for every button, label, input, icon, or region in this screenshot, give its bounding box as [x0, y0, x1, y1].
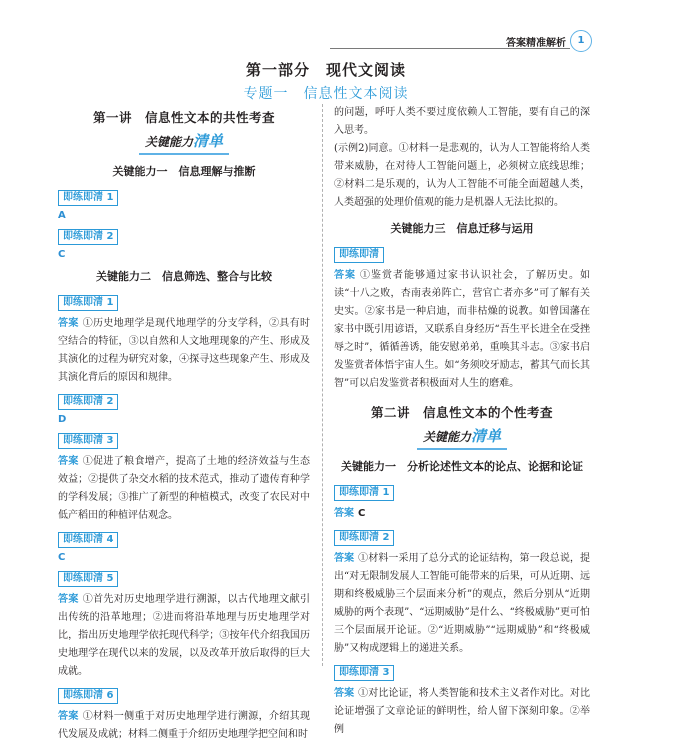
practice-tag: 即练即清 6 [58, 688, 118, 704]
practice-tag: 即练即清 5 [58, 571, 118, 587]
answer-letter: C [58, 552, 66, 563]
practice-tag: 即练即清 2 [58, 229, 118, 245]
key-ability-banner [417, 425, 507, 450]
ability-heading: 关键能力二 信息筛选、整合与比较 [96, 270, 272, 283]
answer-label: 答案 [334, 508, 354, 519]
kc-suffix: 清单 [471, 427, 502, 445]
example-paragraph: (示例2)同意。①材料一是悲观的，认为人工智能将给人类带来威胁，在对待人工智能问题上，必须树立底线思维；②材料二是乐观的，认为人工智能不可能全面超越人类，人类超强的处理价值观的能力是机器人无法比拟的。 [334, 143, 590, 208]
answer-paragraph [58, 591, 310, 681]
practice-tag: 即练即清 1 [334, 485, 394, 501]
answer-text: ①材料一采用了总分式的论证结构，第一段总说，提出“对无限制发展人工智能可能带来的后果，可从近期、远期和终极威胁三个层面来分析”的观点，然后分别从“近期威胁的两个表现”、“远期威胁”是什么、“终极威胁”更可怕三个层面展开论证。②“近期威胁”“远期威胁”和“终极威胁”又构成逻辑上的递进关系。 [334, 553, 591, 654]
ability-heading: 关键能力一 分析论述性文本的论点、论据和论证 [341, 460, 583, 473]
practice-tag: 即练即清 1 [58, 295, 118, 311]
answer-text: ①促进了粮食增产，提高了土地的经济效益与生态效益；②提供了杂交水稻的技术范式，推动了遗传育种学的学科发展；③推广了新型的种植模式，改变了农民对中低产稻田的种植评估观念。 [58, 456, 311, 521]
answer-text: ①首先对历史地理学进行溯源，以古代地理文献引出传统的沿革地理；②进而将沿革地理与历史地理学对比，指出历史地理学依托现代科学；③按年代介绍我国历史地理学在现代以来的发展，以及改革开放后取得的巨大成就。 [58, 594, 311, 677]
practice-tag: 即练即清 4 [58, 532, 118, 548]
answer-label: 答案 [334, 688, 355, 699]
answer-label: 答案 [334, 270, 356, 281]
column-divider [322, 104, 323, 666]
answer-paragraph [334, 685, 590, 739]
key-ability-list-heading [58, 130, 310, 155]
answer-label: 答案 [58, 711, 79, 722]
header-label: 答案精准解析 [506, 38, 566, 49]
answer-label: 答案 [334, 553, 355, 564]
kc-prefix: 关键能力 [144, 135, 193, 149]
answer-label: 答案 [58, 318, 79, 329]
left-column [58, 104, 310, 746]
practice-tag: 即练即清 [334, 247, 384, 263]
key-ability-list-heading [334, 425, 590, 450]
answer-letter: D [58, 414, 67, 425]
key-ability-banner [139, 130, 229, 155]
practice-tag: 即练即清 2 [334, 530, 394, 546]
lecture-title: 第二讲 信息性文本的个性考查 [370, 405, 553, 420]
answer-paragraph [334, 267, 590, 393]
practice-tag: 即练即清 1 [58, 190, 118, 206]
continued-paragraph: 的问题，呼吁人类不要过度依赖人工智能，要有自己的深入思考。 [334, 107, 590, 136]
answer-letter: C [358, 508, 366, 519]
answer-letter: A [58, 210, 66, 221]
lecture-title: 第一讲 信息性文本的共性考查 [92, 110, 275, 125]
answer-paragraph [334, 505, 590, 523]
answer-paragraph [58, 708, 310, 744]
answer-text: ①材料一侧重于对历史地理学进行溯源，介绍其现代发展及成就；材料二侧重于介绍历史地理学把空间和时 [58, 711, 311, 740]
part-title: 第一部分 现代文阅读 [245, 61, 406, 79]
topic-title: 专题一 信息性文本阅读 [243, 86, 409, 102]
answer-label: 答案 [58, 456, 79, 467]
right-column [334, 104, 590, 741]
answer-paragraph [334, 550, 590, 658]
answer-paragraph [58, 453, 310, 525]
ability-heading: 关键能力一 信息理解与推断 [112, 165, 256, 178]
practice-tag: 即练即清 3 [334, 665, 394, 681]
page-number-badge: 1 [570, 30, 592, 52]
answer-text: ①鉴赏者能够通过家书认识社会，了解历史。如读“十八之败，杏南表弟阵亡，营官亡者亦多”可了解有关史实。②家书是一种启迪，而非枯燥的说教。如曾国藩在家书中既引用谚语，又联系自身经历“吾生平长进全在受挫辱之时”，循循善诱，能安慰弟弟，重唤其斗志。③家书启发鉴赏者体悟宇宙人生。如“务须咬牙励志，蓄其气而长其智”可以启发鉴赏者积极面对人生的磨难。 [334, 270, 590, 389]
kc-prefix: 关键能力 [422, 430, 471, 444]
answer-letter: C [58, 249, 66, 260]
header-rule [330, 48, 570, 49]
answer-text: ①历史地理学是现代地理学的分支学科，②具有时空结合的特征，③以自然和人文地理现象的产生、形成及其演化的过程为研究对象，④探寻这些现象产生、形成及其演化背后的原因和规律。 [58, 318, 311, 383]
practice-tag: 即练即清 2 [58, 394, 118, 410]
answer-paragraph [58, 315, 310, 387]
answer-label: 答案 [58, 594, 79, 605]
practice-tag: 即练即清 3 [58, 433, 118, 449]
kc-suffix: 清单 [193, 132, 224, 150]
answer-text: ①对比论证，将人类智能和技术主义者作对比。对比论证增强了文章论证的鲜明性，给人留下深刻印象。②举例 [334, 688, 591, 735]
ability-heading: 关键能力三 信息迁移与运用 [390, 222, 534, 235]
